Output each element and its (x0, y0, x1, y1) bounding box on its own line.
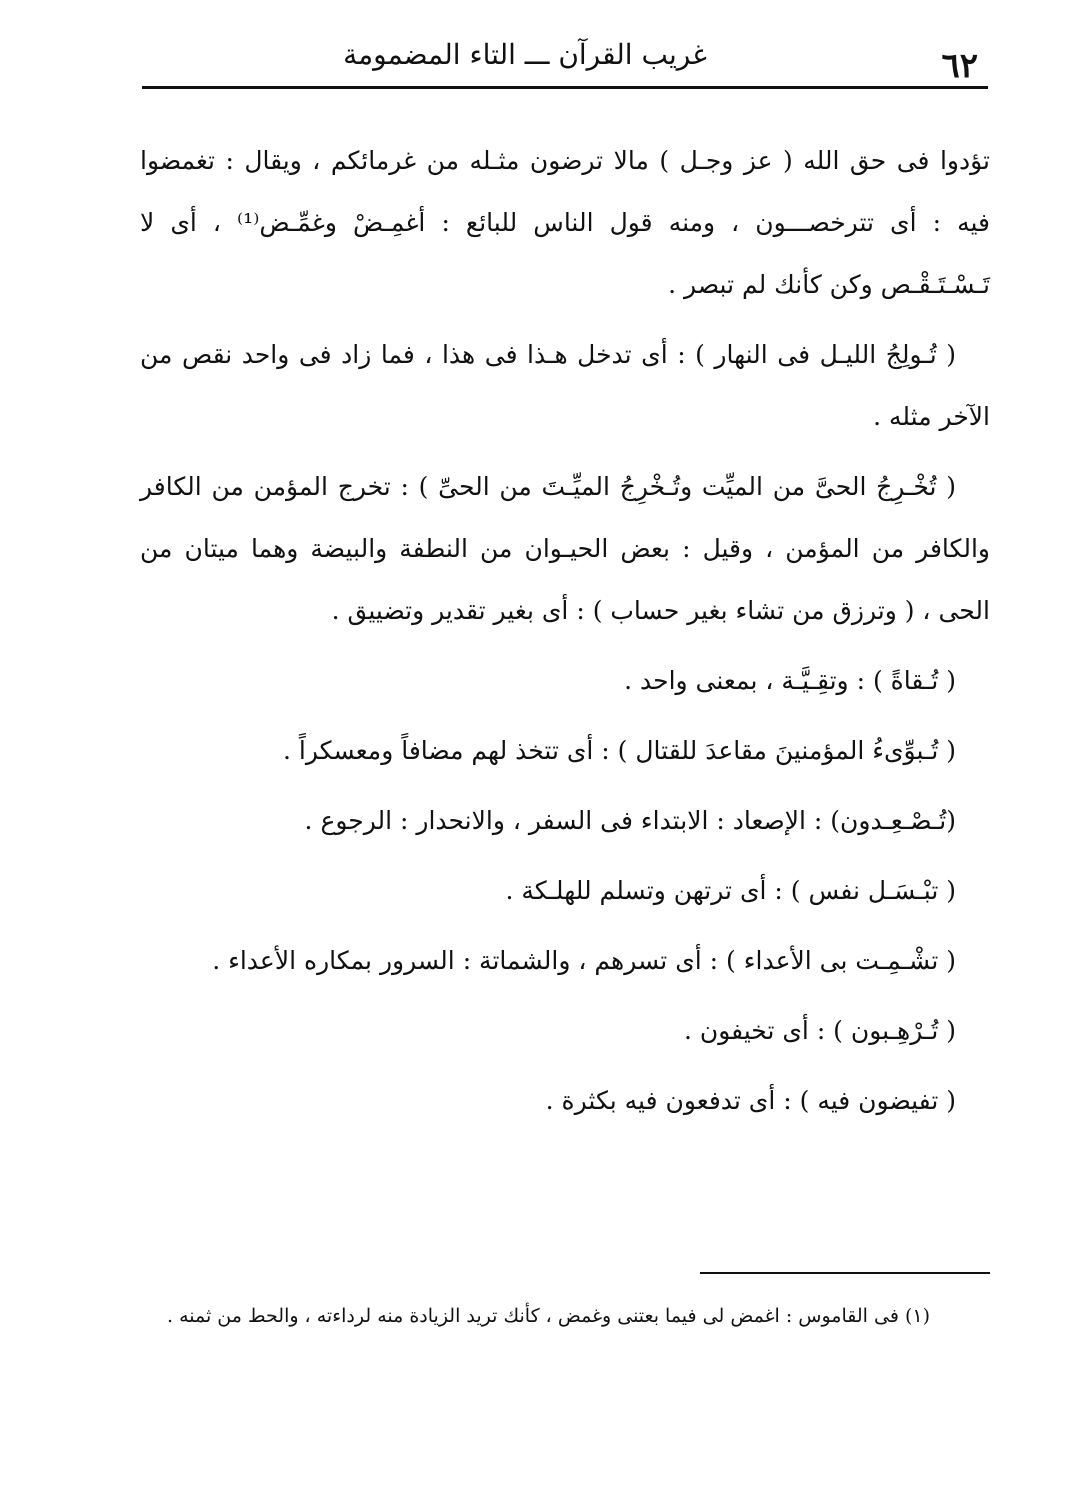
entry-tushmit: ( تشْـمِـت بى الأعداء ) : أى تسرهم ، والشماتة : السرور بمكاره الأعداء . (212, 946, 956, 975)
header-rule (142, 86, 988, 89)
paragraph-continuation: تؤدوا فى حق الله ( عز وجـل ) مالا ترضون مثـله من غرمائكم ، ويقال : تغمضوا فيه : أى تترخصـــون ، ومنه قول الناس للبائع : أغمِـضْ وغمِّـض⁽¹⁾ ، أى لا تَـسْـتَـقْـص وكن كأنك لم تبصر . (140, 146, 990, 299)
entry-tubawwi: ( تُـبوِّىءُ المؤمنينَ مقاعدَ للقتال ) : أى تتخذ لهم مضافاً ومعسكراً . (283, 736, 956, 765)
page-header (142, 32, 988, 88)
entry-tubsal: ( تبْـسَـل نفس ) : أى ترتهن وتسلم للهلـكة . (505, 876, 956, 905)
footnote: (١) فى القاموس : اغمض لى فيما بعتنى وغمض ، كأنك تريد الزيادة منه لرداءته ، والحط من ثمنه . (166, 1305, 930, 1327)
entry-tukhrij-al-hayy: ( تُخْـرِجُ الحىَّ من الميِّت وتُـخْرِجُ الميِّـتَ من الحىِّ ) : تخرج المؤمن من الكافر والكافر من المؤمن ، وقيل : بعض الحيـوان من النطفة والبيضة وهما ميتان من الحى ، ( وترزق من تشاء بغير حساب ) : أى بغير تقدير وتضييق . (140, 472, 990, 625)
entry-tusidun: (تُـصْـعِـدون) : الإصعاد : الابتداء فى السفر ، والانحدار : الرجوع . (304, 806, 956, 835)
entry-turhibun: ( تُـرْهِـبون ) : أى تخيفون . (683, 1016, 956, 1045)
page-number: ٦٢ (941, 46, 978, 86)
main-text (140, 130, 990, 1140)
entry-tuqat: ( تُـقاةً ) : وتقِـيَّـة ، بمعنى واحد . (624, 666, 956, 695)
entry-tufidun: ( تفيضون فيه ) : أى تدفعون فيه بكثرة . (545, 1086, 956, 1115)
running-title: غريب القرآن ـــ التاء المضمومة (343, 38, 707, 71)
footnote-rule (700, 1272, 990, 1274)
entry-tulij-al-layl: ( تُـولِجُ الليـل فى النهار ) : أى تدخل هـذا فى هذا ، فما زاد فى واحد نقص من الآخر مثله . (140, 340, 990, 431)
